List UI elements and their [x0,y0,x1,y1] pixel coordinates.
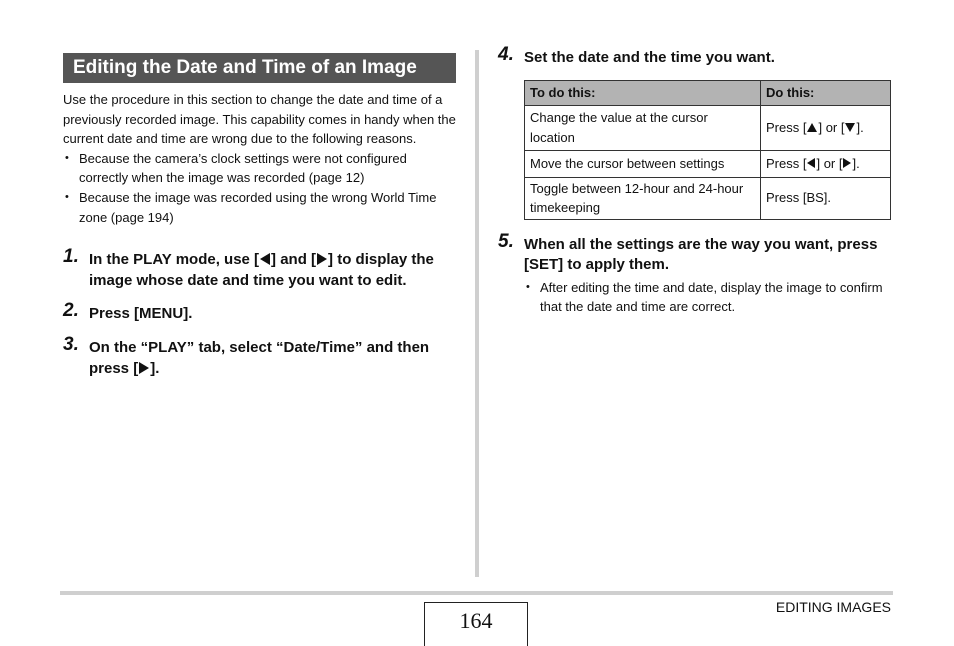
step-2 [63,300,456,325]
cell-text: ]. [852,155,860,171]
step-text: On the “PLAY” tab, select “Date/Time” and then press [ [89,338,430,377]
step-text: When all the settings are the way you want, press [SET] to apply them. [524,235,878,274]
table-cell [761,150,891,177]
right-column [498,44,892,317]
left-arrow-icon [260,253,270,265]
page-number: 164 [424,602,528,646]
settings-table [524,80,891,220]
footer-section-label: EDITING IMAGES [775,599,891,615]
right-arrow-icon [843,158,851,168]
step-number: 2. [63,300,79,322]
step-number: 4. [498,44,514,65]
step-text: In the PLAY mode, use [ [89,251,260,269]
step-number: 3. [63,333,79,355]
cell-text: ] or [ [818,119,845,135]
table-cell: Change the value at the cursor location [525,105,761,150]
cell-text: ]. [856,119,864,135]
table-header-row [525,80,891,105]
cell-text: Press [ [766,119,807,135]
table-row [525,177,891,219]
left-arrow-icon [807,158,815,168]
step-text: Press [MENU]. [89,305,193,323]
step-number: 1. [63,246,79,268]
reason-item: • Because the image was recorded using the wrong World Time zone (page 194) [63,188,456,227]
cell-text: Press [ [766,155,807,171]
note-item: • After editing the time and date, display the image to confirm that the date and time are correct. [524,278,892,317]
table-row [525,105,891,150]
step-number: 5. [498,230,514,252]
step-1 [63,246,456,291]
step-5 [498,230,892,276]
column-divider [475,50,479,577]
table-cell: Move the cursor between settings [525,150,761,177]
footer-divider [60,591,893,595]
step-5-notes [524,278,892,317]
table-header: Do this: [761,80,891,105]
step-text: Set the date and the time you want. [524,49,775,66]
reason-list [63,149,456,227]
up-arrow-icon [807,123,817,132]
section-title: Editing the Date and Time of an Image [63,53,456,83]
right-arrow-icon [317,253,327,265]
step-3 [63,333,456,379]
down-arrow-icon [845,123,855,132]
cell-text: ] or [ [816,155,843,171]
table-row [525,150,891,177]
table-cell: Press [BS]. [761,177,891,219]
table-cell [761,105,891,150]
step-text: ] and [ [271,251,317,269]
right-arrow-icon [139,362,149,374]
step-text: ]. [150,359,160,377]
table-cell: Toggle between 12-hour and 24-hour timekeeping [525,177,761,219]
reason-item: • Because the camera’s clock settings were not configured correctly when the image was recorded (page 12) [63,149,456,188]
table-header: To do this: [525,80,761,105]
step-text: ] to display the image whose date and time you want to edit. [89,251,434,289]
left-column [63,53,456,379]
step-4 [498,44,892,69]
intro-paragraph: Use the procedure in this section to change the date and time of a previously recorded image. This capability comes in handy when the current date and time are wrong due to the following reasons. [63,92,456,147]
